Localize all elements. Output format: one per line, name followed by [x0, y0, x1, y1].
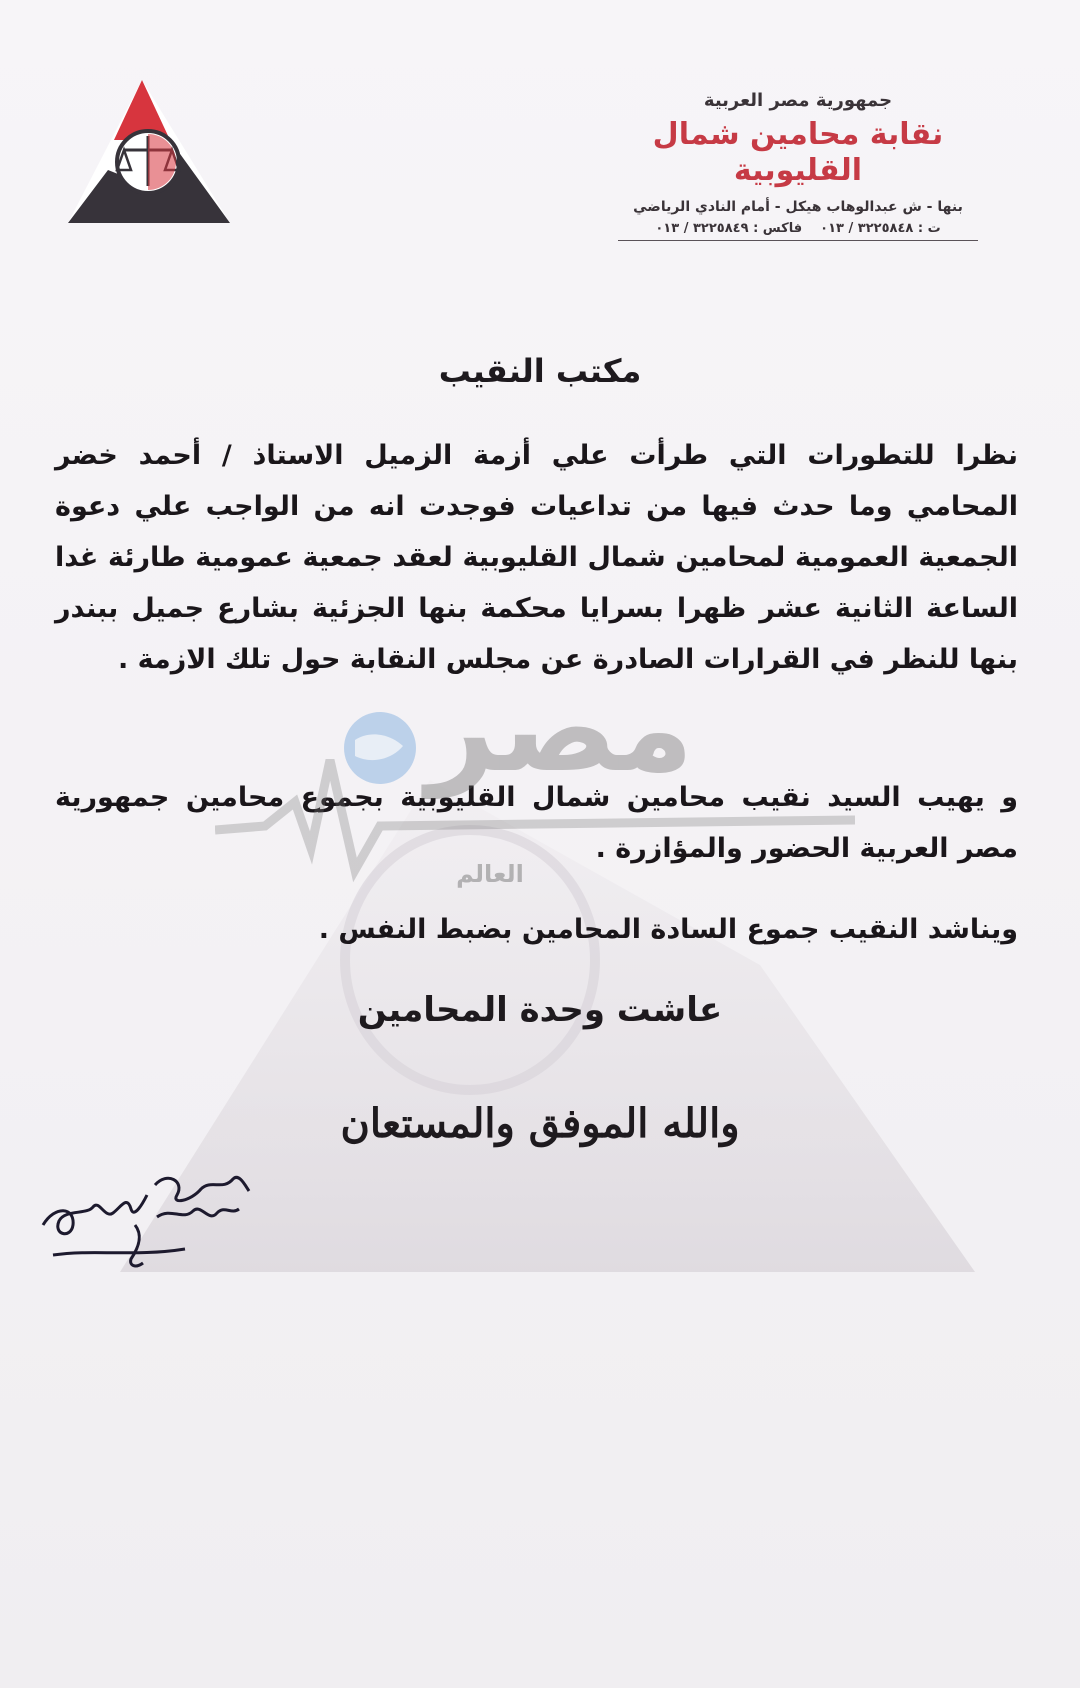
syndicate-address: بنها - ش عبدالوهاب هيكل - أمام النادي الرياضي	[633, 199, 963, 215]
header-divider	[618, 240, 978, 241]
paragraph-3: ويناشد النقيب جموع السادة المحامين بضبط النفس .	[318, 914, 1018, 945]
letter-title: مكتب النقيب	[438, 352, 642, 390]
handwritten-signature	[35, 1165, 255, 1280]
country-name: جمهورية مصر العربية	[703, 90, 893, 111]
paragraph-1: نظرا للتطورات التي طرأت علي أزمة الزميل الاستاذ / أحمد خضر المحامي وما حدث فيها من تداعيات فوجدت انه من الواجب علي دعوة الجمعية العمومية لمحامين شمال القليوبية لعقد جمعية عمومية طارئة غدا الساعة الثانية عشر ظهرا بسرايا محكمة بنها الجزئية بشارع جميل ببندر بنها للنظر في القرارات الصادرة عن مجلس النقابة حول تلك الازمة .	[55, 440, 1018, 675]
paragraph-2: و يهيب السيد نقيب محامين شمال القليوبية بجموع محامين جمهورية مصر العربية الحضور والمؤازرة .	[55, 782, 1018, 864]
contact-numbers	[588, 221, 1008, 236]
syndicate-name: نقابة محامين شمال القليوبية	[652, 117, 944, 188]
fax-number: فاكس : ٣٢٢٥٨٤٩ / ٠١٣	[655, 221, 803, 236]
syndicate-logo	[62, 78, 232, 228]
watermark-subtext: العالم	[456, 860, 524, 888]
long-live-line: عاشت وحدة المحامين	[357, 990, 723, 1030]
phone-number: ت : ٣٢٢٥٨٤٨ / ٠١٣	[820, 221, 941, 236]
watermark-text: مصر	[426, 660, 694, 799]
closing-line: والله الموفق والمستعان	[340, 1100, 740, 1147]
letterhead	[588, 90, 1008, 241]
